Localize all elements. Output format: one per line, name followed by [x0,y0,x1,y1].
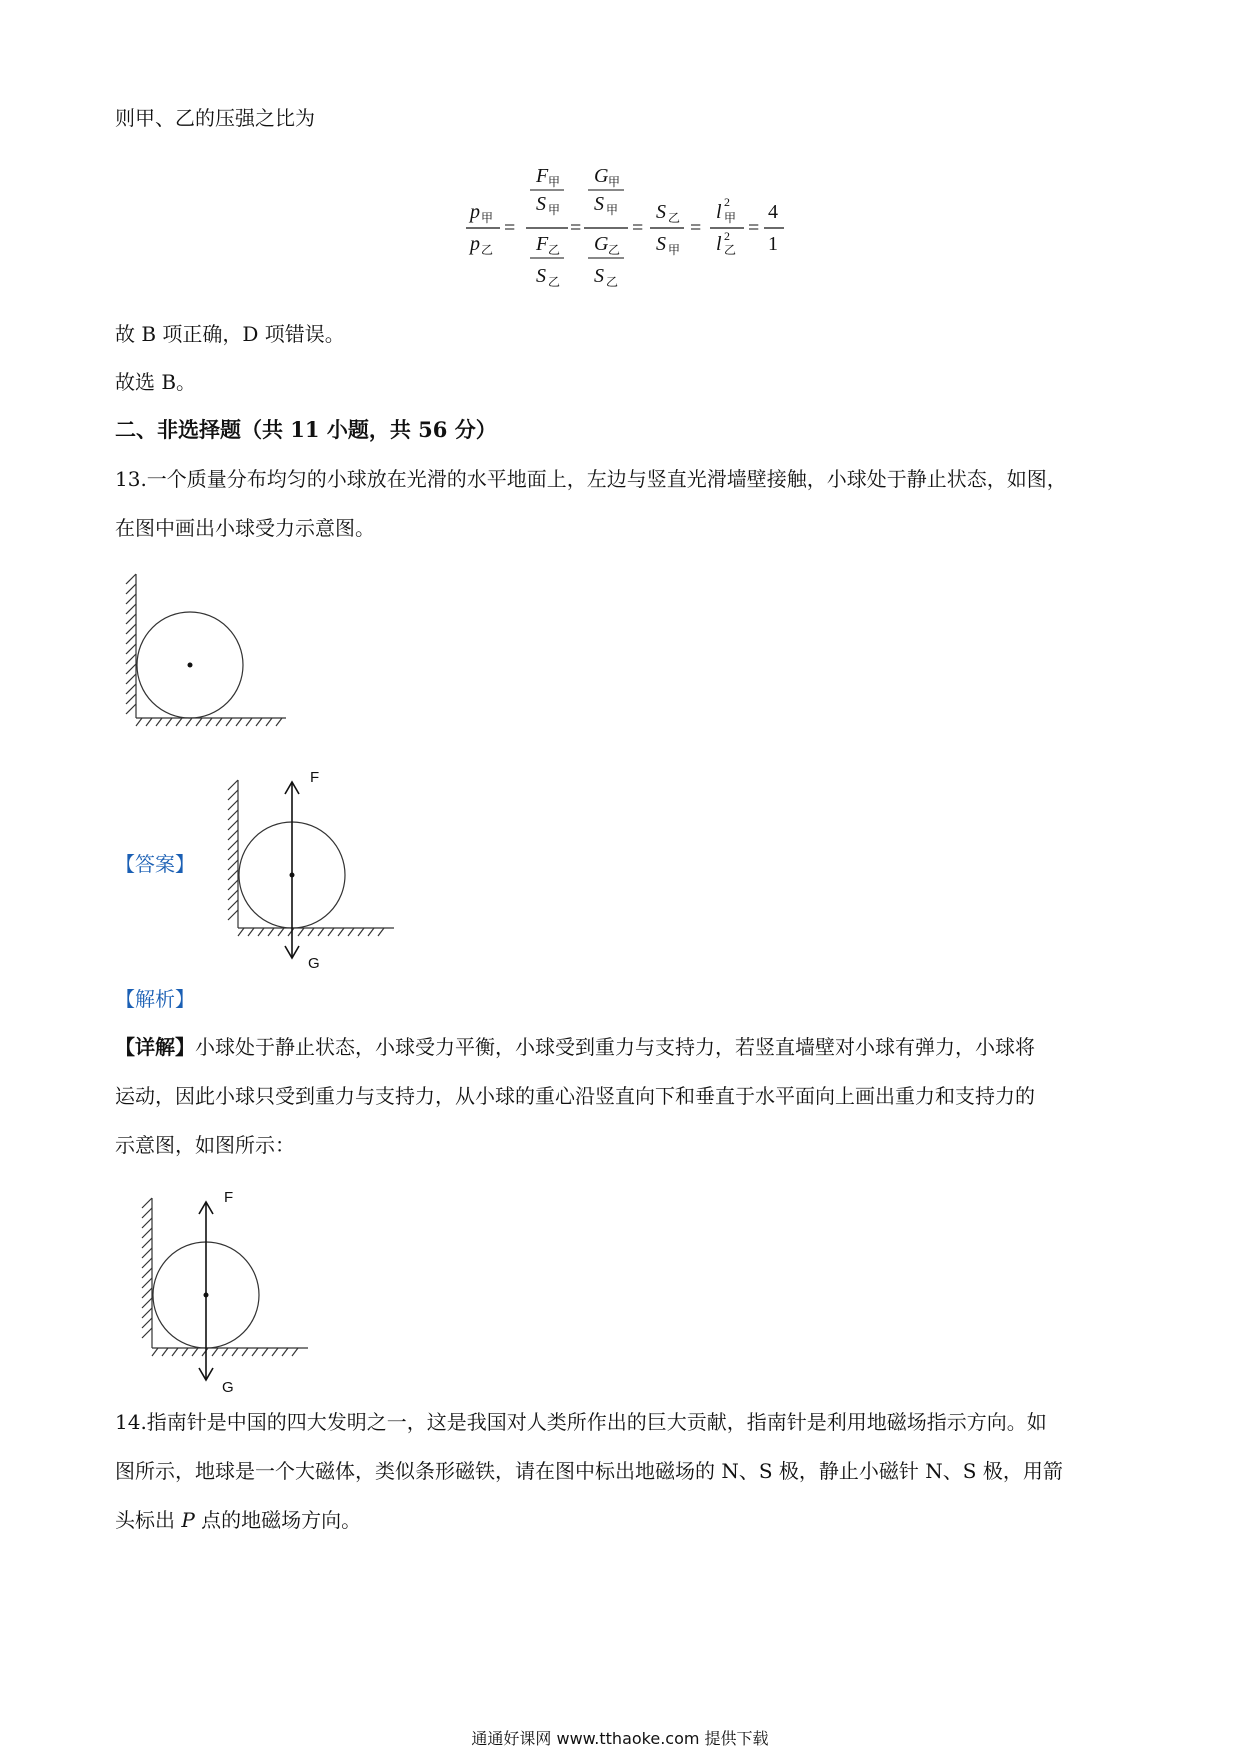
svg-text:l: l [716,201,722,223]
svg-text:甲: 甲 [548,175,561,189]
detail-force-figure [138,1180,318,1400]
floor-hatching [152,1348,298,1356]
svg-text:l: l [716,233,722,255]
support-force-label: F [224,1189,234,1206]
svg-text:甲: 甲 [606,203,619,217]
conclusion-line-2: 故选 B。 [115,370,197,394]
svg-text:乙: 乙 [548,243,561,257]
equals-4: = [690,217,702,239]
q13-line-2: 在图中画出小球受力示意图。 [115,516,375,540]
footer-watermark: 通通好课网 www.tthaoke.com 提供下载 [471,1729,769,1748]
answer-force-figure [226,760,406,975]
support-force-label: F [310,769,320,786]
equals-5: = [748,217,760,239]
svg-text:S: S [594,265,604,287]
detail-line-3: 示意图，如图所示： [115,1133,295,1157]
gravity-force-label: G [308,955,320,972]
svg-text:2: 2 [724,229,730,243]
answer-label: 【答案】 [115,852,195,876]
ball-wall-figure [118,570,298,730]
wall-hatching [126,574,136,714]
svg-text:F: F [536,233,549,255]
svg-text:甲: 甲 [548,203,561,217]
floor-hatching [238,928,384,936]
wall-hatching [228,780,238,920]
svg-text:甲: 甲 [608,175,621,189]
detail-line-2: 运动，因此小球只受到重力与支持力，从小球的重心沿竖直向下和垂直于水平面向上画出重力和支持力的 [115,1084,1035,1108]
svg-text:S: S [594,193,604,215]
svg-text:S: S [656,201,666,223]
svg-text:乙: 乙 [606,275,619,289]
svg-text:甲: 甲 [724,211,737,225]
detail-line-1: 【详解】小球处于静止状态，小球受力平衡，小球受到重力与支持力，若竖直墙壁对小球有弹力，小球将 [115,1035,1035,1059]
section-title: 二、非选择题（共 11 小题，共 56 分） [115,417,497,442]
formula-term-f-over-s [526,165,568,289]
p-den: p [470,233,480,255]
svg-text:甲: 甲 [481,211,494,225]
ball-center [204,1293,209,1298]
equals-1: = [504,217,516,239]
svg-text:S: S [656,233,666,255]
q13-line-1: 13.一个质量分布均匀的小球放在光滑的水平地面上，左边与竖直光滑墙壁接触，小球处于静止状态，如图， [115,467,1067,491]
q14-line-1: 14.指南针是中国的四大发明之一，这是我国对人类所作出的巨大贡献，指南针是利用地磁场指示方向。如 [115,1410,1047,1434]
pressure-ratio-formula [460,158,790,298]
svg-text:S: S [536,265,546,287]
p-num: p [470,201,480,223]
intro-line: 则甲、乙的压强之比为 [115,106,315,130]
svg-text:G: G [594,233,609,255]
formula-term-p-ratio [466,201,500,257]
q14-line-2: 图所示，地球是一个大磁体，类似条形磁铁，请在图中标出地磁场的 N、S 极，静止小磁针 N、S 极，用箭 [115,1459,1063,1483]
svg-text:S: S [536,193,546,215]
formula-term-g-over-s [584,165,628,289]
svg-text:F: F [536,165,549,187]
svg-text:乙: 乙 [608,243,621,257]
svg-text:4: 4 [768,201,778,223]
svg-text:乙: 乙 [724,243,737,257]
conclusion-line-1: 故 B 项正确，D 项错误。 [115,322,345,346]
equals-3: = [632,217,644,239]
formula-term-area-ratio [650,201,684,257]
svg-text:乙: 乙 [668,211,681,225]
svg-text:乙: 乙 [481,243,494,257]
ball-center [188,663,193,668]
svg-text:乙: 乙 [548,275,561,289]
gravity-force-label: G [222,1379,234,1396]
svg-text:1: 1 [768,233,778,255]
svg-text:2: 2 [724,195,730,209]
formula-result [764,201,784,255]
ball-center [290,873,295,878]
svg-text:G: G [594,165,609,187]
point-p: P [181,1508,195,1532]
floor-hatching [136,718,282,726]
equals-2: = [570,217,582,239]
q14-line-3: 头标出 P 点的地磁场方向。 [115,1508,362,1532]
svg-text:甲: 甲 [668,243,681,257]
formula-term-length-ratio [710,195,744,257]
analysis-label: 【解析】 [115,987,195,1011]
wall-hatching [142,1198,152,1338]
detail-label: 【详解】 [115,1035,195,1059]
